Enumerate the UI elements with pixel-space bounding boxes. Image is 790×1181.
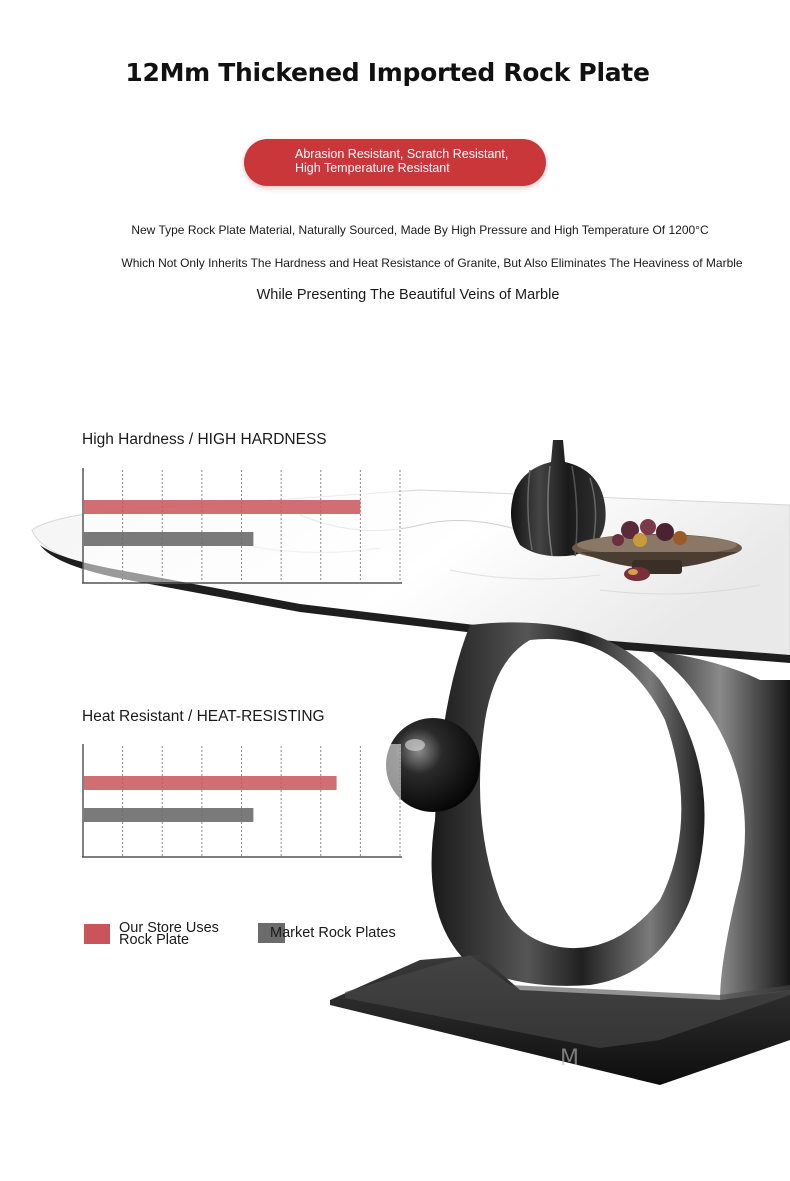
legend-label-our-store-1: Our Store Uses: [119, 920, 219, 936]
legend-swatch-our-store: [84, 924, 110, 944]
bar-our-store: [84, 776, 337, 790]
legend-label-our-store-2: Rock Plate: [119, 932, 190, 948]
bar-market: [84, 532, 253, 546]
feature-badge: [244, 139, 546, 186]
heat-bar-chart: [82, 744, 402, 858]
bar-market: [84, 808, 253, 822]
legend-label-market: Market Rock Plates: [270, 925, 396, 941]
chart-title-hardness: High Hardness / HIGH HARDNESS: [82, 431, 327, 448]
description-line-3: While Presenting The Beautiful Veins of Marble: [256, 287, 560, 303]
description-line-2: Which Not Only Inherits The Hardness and Heat Resistance of Granite, But Also Eliminates The Heaviness of Marble: [121, 256, 743, 270]
description-line-1: New Type Rock Plate Material, Naturally Sourced, Made By High Pressure and High Temperature Of 1200°C: [131, 223, 709, 237]
badge-line-1: Abrasion Resistant, Scratch Resistant,: [295, 147, 509, 161]
bar-our-store: [84, 500, 360, 514]
svg-text:M: M: [560, 1046, 579, 1071]
page-title: 12Mm Thickened Imported Rock Plate: [125, 58, 650, 87]
badge-line-2: High Temperature Resistant: [295, 161, 450, 175]
hardness-bar-chart: [82, 468, 402, 584]
chart-plot-area: [83, 468, 401, 582]
chart-title-heat: Heat Resistant / HEAT-RESISTING: [82, 708, 325, 725]
